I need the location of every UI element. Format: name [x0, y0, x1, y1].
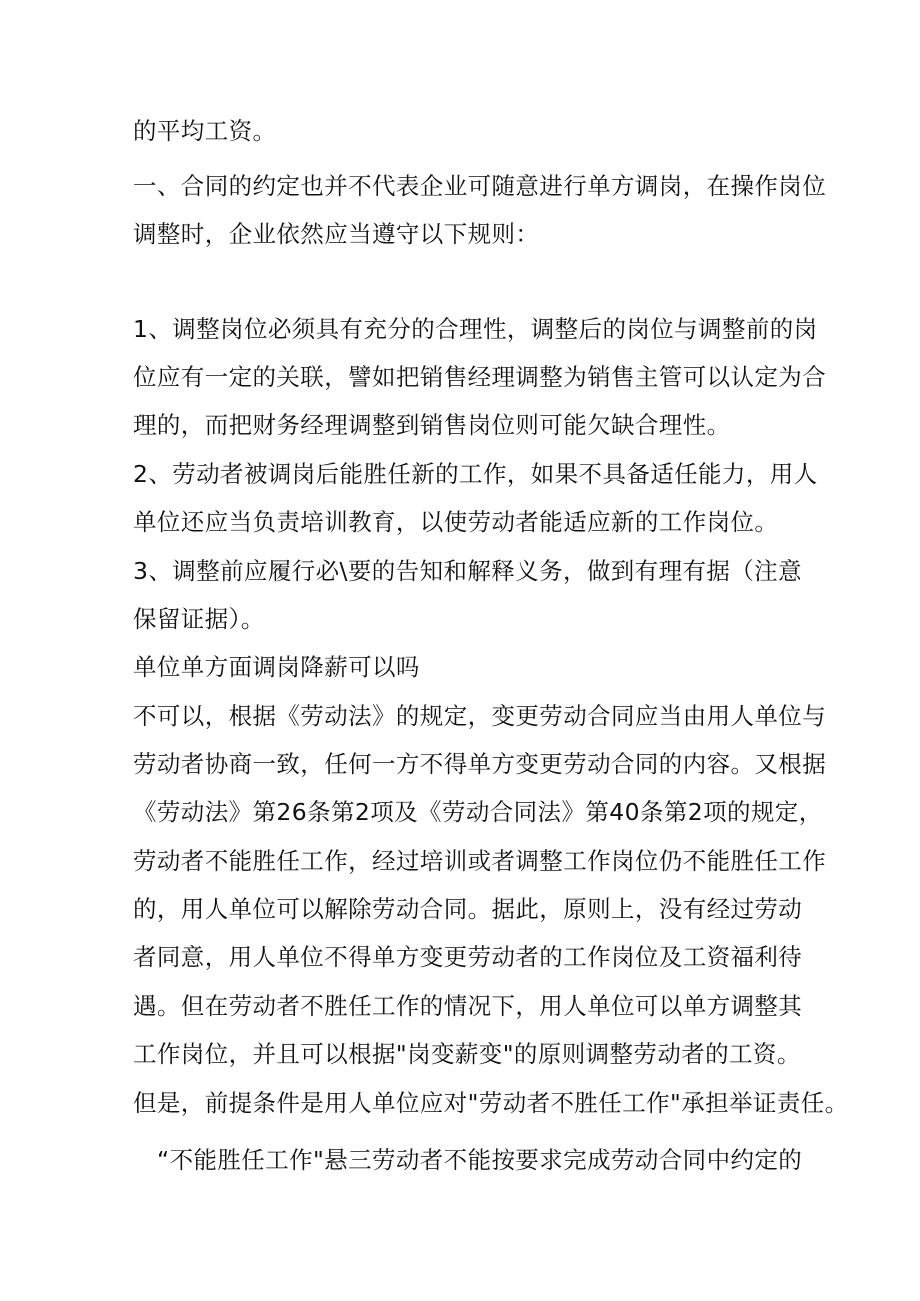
text-line: “不能胜任工作"悬三劳动者不能按要求完成劳动合同中约定的	[157, 1146, 803, 1174]
section-heading: 单位单方面调岗降薪可以吗	[133, 653, 420, 681]
text-line: 者同意，用人单位不得单方变更劳动者的工作岗位及工资福利待	[133, 943, 803, 971]
text-line: 调整时，企业依然应当遵守以下规则：	[133, 220, 540, 248]
text-line: 理的，而把财务经理调整到销售岗位则可能欠缺合理性。	[133, 411, 731, 439]
text-line: 3、调整前应履行必\要的告知和解释义务，做到有理有据（注意	[133, 557, 802, 585]
text-line: 的，用人单位可以解除劳动合同。据此，原则上，没有经过劳动	[133, 895, 803, 923]
text-line: 遇。但在劳动者不胜任工作的情况下，用人单位可以单方调整其	[133, 992, 803, 1020]
text-line: 但是，前提条件是用人单位应对"劳动者不胜任工作"承担举证责任。	[133, 1089, 849, 1117]
text-line: 不可以，根据《劳动法》的规定，变更劳动合同应当由用人单位与	[133, 702, 827, 730]
text-line: 《劳动法》第26条第2项及《劳动合同法》第40条第2项的规定，	[133, 798, 823, 826]
text-line: 一、合同的约定也并不代表企业可随意进行单方调岗，在操作岗位	[133, 172, 827, 200]
text-line: 劳动者不能胜任工作，经过培训或者调整工作岗位仍不能胜任工作	[133, 847, 827, 875]
text-line: 保留证据）。	[133, 605, 265, 633]
text-line: 2、劳动者被调岗后能胜任新的工作，如果不具备适任能力，用人	[133, 460, 818, 488]
text-line: 1、调整岗位必须具有充分的合理性，调整后的岗位与调整前的岗	[133, 315, 818, 343]
text-line: 单位还应当负责培训教育，以使劳动者能适应新的工作岗位。	[133, 508, 779, 536]
text-line: 位应有一定的关联，譬如把销售经理调整为销售主管可以认定为合	[133, 363, 827, 391]
text-line: 的平均工资。	[133, 117, 277, 145]
text-line: 劳动者协商一致，任何一方不得单方变更劳动合同的内容。又根据	[133, 750, 827, 778]
text-line: 工作岗位，并且可以根据"岗变薪变"的原则调整劳动者的工资。	[133, 1040, 801, 1068]
